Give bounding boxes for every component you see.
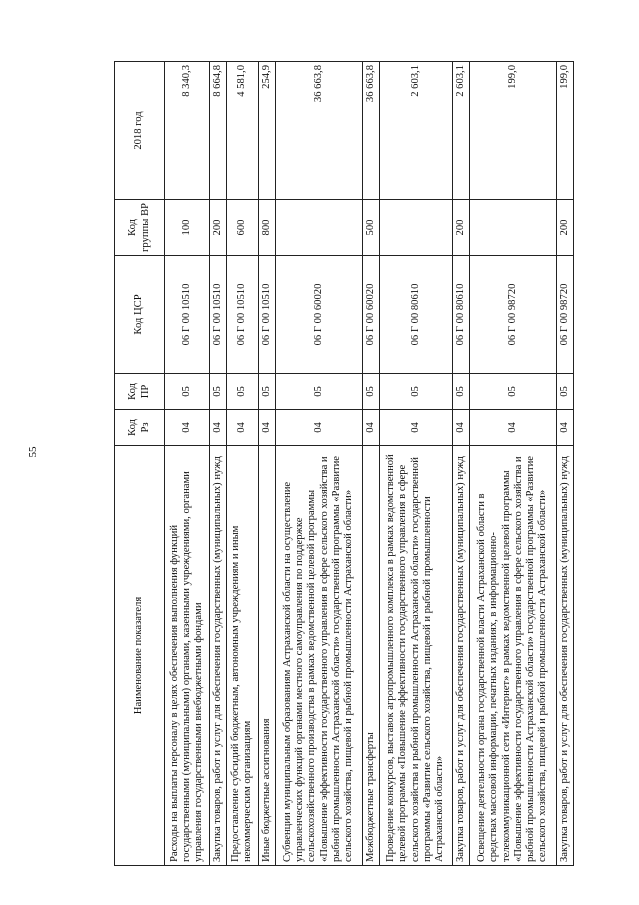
table-row xyxy=(258,62,275,866)
cell-value: 199,0 xyxy=(469,62,556,200)
table-row xyxy=(227,62,258,866)
cell-name: Расходы на выплаты персоналу в целях обеспечения выполнения функций государственными (муниципальными) органами, казенными учреждениями, органами управления государственными внебюджетными фондами xyxy=(165,446,210,866)
cell-vr: 200 xyxy=(210,200,227,256)
table-row xyxy=(379,62,452,866)
cell-csr: 06 Г 00 10510 xyxy=(165,256,210,374)
cell-rz: 04 xyxy=(227,410,258,446)
cell-name: Закупка товаров, работ и услуг для обеспечения государственных (муниципальных) нужд xyxy=(210,446,227,866)
cell-vr: 200 xyxy=(556,200,573,256)
table-header-row xyxy=(115,62,165,866)
budget-table xyxy=(114,61,574,866)
cell-name: Закупка товаров, работ и услуг для обеспечения государственных (муниципальных) нужд xyxy=(556,446,573,866)
table-row xyxy=(165,62,210,866)
cell-value: 254,9 xyxy=(258,62,275,200)
cell-pr: 05 xyxy=(469,374,556,410)
cell-name: Межбюджетные трансферты xyxy=(362,446,379,866)
cell-name: Предоставление субсидий бюджетным, автономным учреждениям и иным некоммерческим организациям xyxy=(227,446,258,866)
cell-value: 2 603,1 xyxy=(379,62,452,200)
cell-csr: 06 Г 00 80610 xyxy=(452,256,469,374)
cell-rz: 04 xyxy=(210,410,227,446)
budget-table-container xyxy=(114,62,574,866)
header-vr: Код группы ВР xyxy=(115,200,165,256)
header-pr: Код ПР xyxy=(115,374,165,410)
cell-rz: 04 xyxy=(556,410,573,446)
cell-vr: 200 xyxy=(452,200,469,256)
cell-rz: 04 xyxy=(165,410,210,446)
cell-vr: 500 xyxy=(362,200,379,256)
cell-pr: 05 xyxy=(227,374,258,410)
cell-value: 36 663,8 xyxy=(275,62,362,200)
rotated-page-content xyxy=(114,62,574,866)
cell-pr: 05 xyxy=(275,374,362,410)
cell-vr: 600 xyxy=(227,200,258,256)
header-csr: Код ЦСР xyxy=(115,256,165,374)
cell-pr: 05 xyxy=(452,374,469,410)
cell-name: Проведение конкурсов, выставок агропромышленного комплекса в рамках ведомственной целевой программы «Повышение эффективности государственного управления в сфере сельского хозяйства и рыбной промышленности Астраханской области» государственной программы «Развитие сельского хозяйства, пищевой и рыбной промышленности Астраханской области» xyxy=(379,446,452,866)
cell-pr: 05 xyxy=(379,374,452,410)
cell-pr: 05 xyxy=(556,374,573,410)
cell-vr xyxy=(275,200,362,256)
cell-vr xyxy=(469,200,556,256)
table-row xyxy=(275,62,362,866)
cell-name: Субвенции муниципальным образованиям Астраханской области на осуществление управленческих функций органами местного самоуправления по поддержке сельскохозяйственного производства в рамках ведомственной целевой программы «Повышение эффективности государственного управления в сфере сельского хозяйства и рыбной промышленности Астраханской области» государственной программы «Развитие сельского хозяйства, пищевой и рыбной промышленности Астраханской области» xyxy=(275,446,362,866)
cell-csr: 06 Г 00 98720 xyxy=(469,256,556,374)
table-row xyxy=(362,62,379,866)
cell-csr: 06 Г 00 10510 xyxy=(210,256,227,374)
header-year: 2018 год xyxy=(115,62,165,200)
cell-rz: 04 xyxy=(362,410,379,446)
cell-value: 8 340,3 xyxy=(165,62,210,200)
table-row xyxy=(452,62,469,866)
cell-pr: 05 xyxy=(362,374,379,410)
cell-value: 199,0 xyxy=(556,62,573,200)
cell-vr: 800 xyxy=(258,200,275,256)
cell-vr: 100 xyxy=(165,200,210,256)
cell-value: 8 664,8 xyxy=(210,62,227,200)
cell-csr: 06 Г 00 60020 xyxy=(275,256,362,374)
cell-csr: 06 Г 00 60020 xyxy=(362,256,379,374)
table-row xyxy=(210,62,227,866)
cell-rz: 04 xyxy=(452,410,469,446)
cell-name: Иные бюджетные ассигнования xyxy=(258,446,275,866)
cell-csr: 06 Г 00 98720 xyxy=(556,256,573,374)
cell-rz: 04 xyxy=(275,410,362,446)
cell-pr: 05 xyxy=(210,374,227,410)
cell-csr: 06 Г 00 10510 xyxy=(258,256,275,374)
cell-vr xyxy=(379,200,452,256)
cell-pr: 05 xyxy=(165,374,210,410)
cell-value: 4 581,0 xyxy=(227,62,258,200)
table-row xyxy=(556,62,573,866)
cell-value: 36 663,8 xyxy=(362,62,379,200)
cell-rz: 04 xyxy=(469,410,556,446)
cell-name: Закупка товаров, работ и услуг для обеспечения государственных (муниципальных) нужд xyxy=(452,446,469,866)
cell-csr: 06 Г 00 80610 xyxy=(379,256,452,374)
cell-value: 2 603,1 xyxy=(452,62,469,200)
header-name: Наименование показателя xyxy=(115,446,165,866)
header-rz: Код Рз xyxy=(115,410,165,446)
cell-rz: 04 xyxy=(258,410,275,446)
cell-name: Освещение деятельности органа государственной власти Астраханской области в средствах массовой информации, печатных изданиях, в информационно-телекоммуникационной сети «Интернет» в рамках ведомственной целевой программы «Повышение эффективности государственного управления в сфере сельского хозяйства и рыбной промышленности Астраханской области» государственной программы «Развитие сельского хозяйства, пищевой и рыбной промышленности Астраханской области» xyxy=(469,446,556,866)
table-row xyxy=(469,62,556,866)
page-number: 55 xyxy=(27,446,39,458)
cell-csr: 06 Г 00 10510 xyxy=(227,256,258,374)
cell-rz: 04 xyxy=(379,410,452,446)
cell-pr: 05 xyxy=(258,374,275,410)
